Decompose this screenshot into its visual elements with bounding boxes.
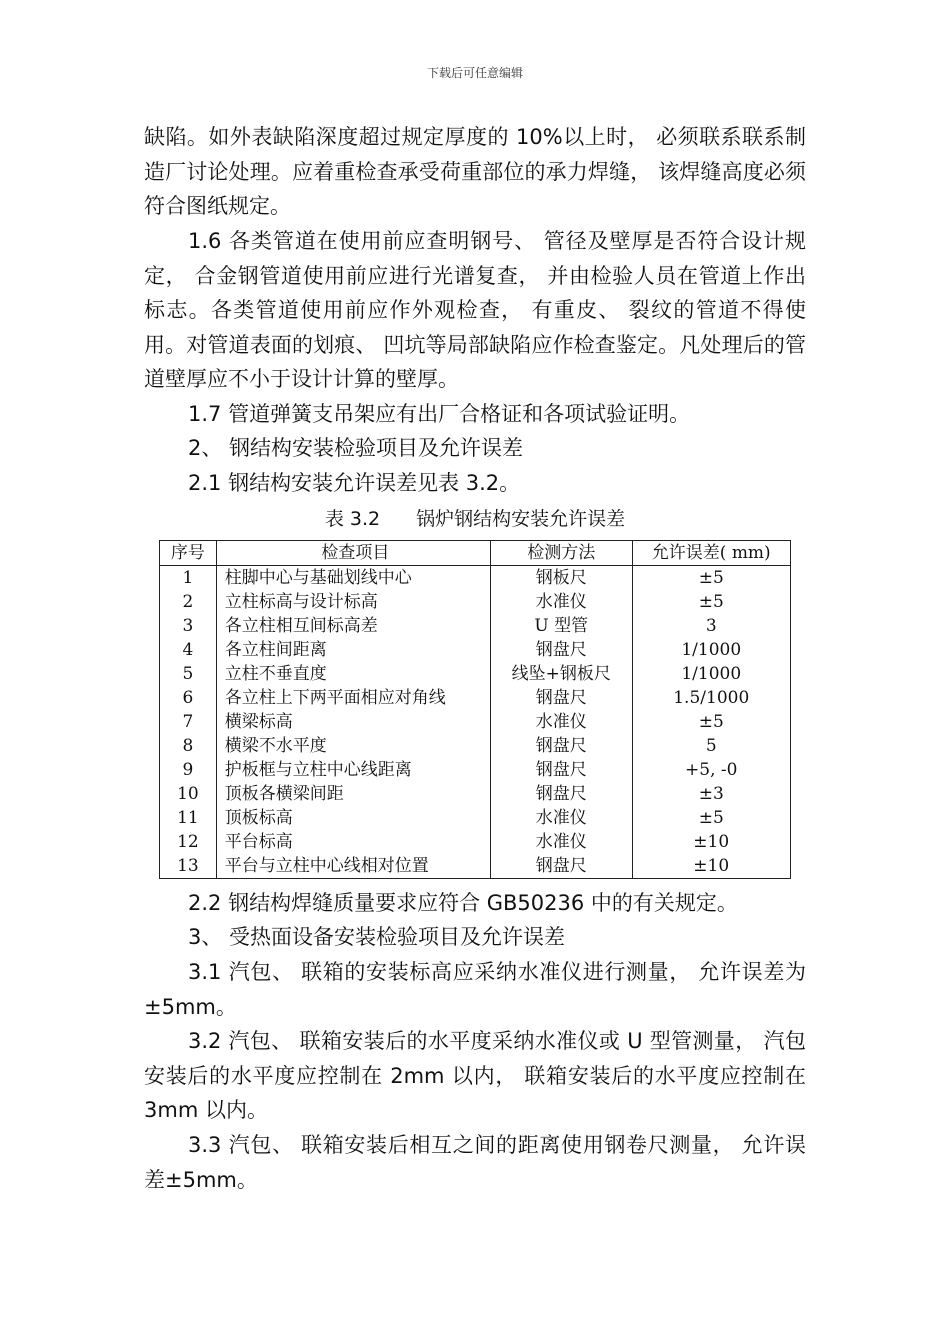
table-caption-title: 锅炉钢结构安装允许误差 [416,508,626,530]
cell-item: 平台与立柱中心线相对位置 [216,854,490,879]
cell-no: 3 [160,614,217,638]
paragraph-defects: 缺陷。如外表缺陷深度超过规定厚度的 10%以上时， 必须联系联系制造厂讨论处理。应着重检查承受荷重部位的承力焊缝， 该焊缝高度必须符合图纸规定。 [144,125,806,218]
cell-tolerance: ±3 [632,782,791,806]
cell-tolerance: 1.5/1000 [632,686,791,710]
paragraph-1-6: 1.6 各类管道在使用前应查明钢号、 管径及壁厚是否符合设计规定， 合金钢管道使用前应进行光谱复查， 并由检验人员在管道上作出标志。各类管道使用前应作外观检查， 有重皮、 裂纹的管道不得使用。对管道表面的划痕、 凹坑等局部缺陷应作检查鉴定。凡处理后的管道壁厚应不小于设计计算的壁厚。 [144,229,806,391]
table-row [160,782,791,806]
section-heading-2: 2、 钢结构安装检验项目及允许误差 [188,436,524,460]
table-header-row [160,541,791,566]
table-row [160,830,791,854]
cell-no: 1 [160,566,217,591]
cell-tolerance: 1/1000 [632,662,791,686]
table-row [160,590,791,614]
table-caption-number: 表 3.2 [324,508,381,530]
table-row [160,854,791,879]
cell-item: 横梁不水平度 [216,734,490,758]
cell-tolerance: ±5 [632,566,791,591]
header-no: 序号 [160,541,217,566]
cell-item: 平台标高 [216,830,490,854]
cell-no: 11 [160,806,217,830]
paragraph-1-7: 1.7 管道弹簧支吊架应有出厂合格证和各项试验证明。 [188,402,691,426]
cell-method: 水准仪 [491,830,632,854]
cell-item: 横梁标高 [216,710,490,734]
cell-item: 各立柱间距离 [216,638,490,662]
cell-tolerance: 5 [632,734,791,758]
cell-no: 5 [160,662,217,686]
paragraph-2-2: 2.2 钢结构焊缝质量要求应符合 GB50236 中的有关规定。 [188,891,738,915]
cell-tolerance: ±5 [632,710,791,734]
table-caption [0,505,950,533]
tolerance-table [159,540,791,879]
cell-no: 6 [160,686,217,710]
cell-item: 立柱不垂直度 [216,662,490,686]
cell-tolerance: ±10 [632,854,791,879]
cell-no: 10 [160,782,217,806]
cell-no: 4 [160,638,217,662]
paragraph-3-3: 3.3 汽包、 联箱安装后相互之间的距离使用钢卷尺测量， 允许误差±5mm。 [144,1133,806,1192]
cell-no: 13 [160,854,217,879]
table-row [160,566,791,591]
table-row [160,806,791,830]
page-header: 下载后可任意编辑 [426,66,523,80]
cell-tolerance: +5, -0 [632,758,791,782]
paragraph-2-1: 2.1 钢结构安装允许误差见表 3.2。 [188,471,521,495]
cell-method: 水准仪 [491,590,632,614]
cell-method: 水准仪 [491,806,632,830]
section-heading-3: 3、 受热面设备安装检验项目及允许误差 [188,925,566,949]
cell-no: 7 [160,710,217,734]
header-tolerance: 允许误差( mm) [632,541,791,566]
cell-tolerance: 3 [632,614,791,638]
table-row [160,686,791,710]
cell-no: 8 [160,734,217,758]
table-row [160,614,791,638]
cell-tolerance: ±5 [632,590,791,614]
cell-method: 水准仪 [491,710,632,734]
table-row [160,734,791,758]
cell-method: 钢盘尺 [491,854,632,879]
cell-no: 2 [160,590,217,614]
cell-method: 钢盘尺 [491,686,632,710]
cell-item: 柱脚中心与基础划线中心 [216,566,490,591]
cell-method: 钢盘尺 [491,734,632,758]
cell-method: 钢板尺 [491,566,632,591]
paragraph-3-2: 3.2 汽包、 联箱安装后的水平度采纳水准仪或 U 型管测量， 汽包安装后的水平度应控制在 2mm 以内， 联箱安装后的水平度应控制在 3mm 以内。 [144,1029,806,1122]
cell-method: 线坠+钢板尺 [491,662,632,686]
cell-item: 顶板各横梁间距 [216,782,490,806]
cell-no: 12 [160,830,217,854]
header-method: 检测方法 [491,541,632,566]
paragraph-3-1: 3.1 汽包、 联箱的安装标高应采纳水准仪进行测量， 允许误差为±5mm。 [144,960,806,1019]
cell-tolerance: 1/1000 [632,638,791,662]
cell-no: 9 [160,758,217,782]
cell-tolerance: ±5 [632,806,791,830]
table-row [160,758,791,782]
cell-item: 立柱标高与设计标高 [216,590,490,614]
header-item: 检查项目 [216,541,490,566]
cell-method: 钢盘尺 [491,758,632,782]
cell-tolerance: ±10 [632,830,791,854]
table-row [160,710,791,734]
table-row [160,662,791,686]
cell-item: 护板框与立柱中心线距离 [216,758,490,782]
cell-item: 顶板标高 [216,806,490,830]
cell-item: 各立柱上下两平面相应对角线 [216,686,490,710]
cell-method: 钢盘尺 [491,638,632,662]
cell-method: 钢盘尺 [491,782,632,806]
cell-method: U 型管 [491,614,632,638]
table-row [160,638,791,662]
cell-item: 各立柱相互间标高差 [216,614,490,638]
